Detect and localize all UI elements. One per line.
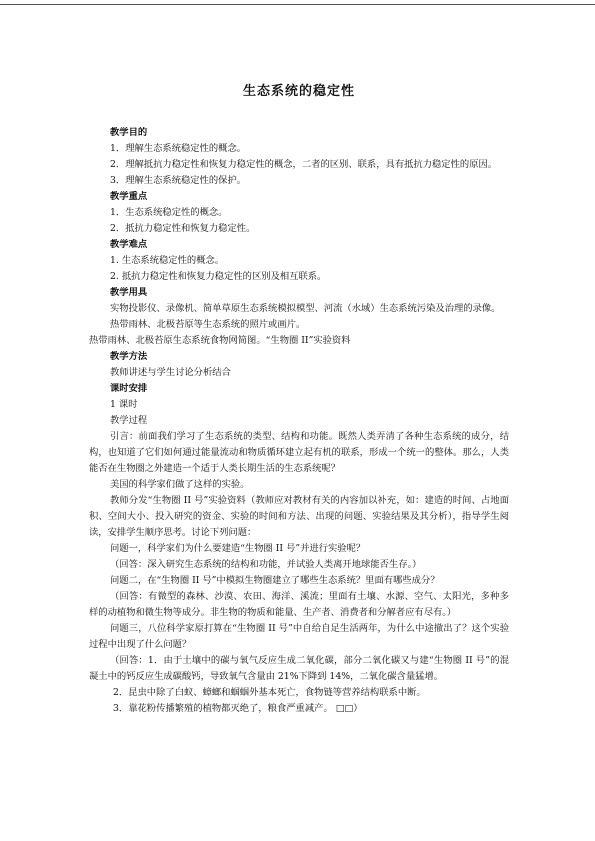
process-question: 问题一，科学家们为什么要建造“生物圈 II 号”并进行实验呢？ [110, 543, 366, 554]
aid-item: 热带雨林、北极苔原等生态系统的照片或画片。 [110, 319, 306, 330]
process-paragraph: 教师分发“生物圈 II 号”实验资料（教师应对教材有关的内容加以补充，如：建造的时间、占地面积、空间大小、投入研究的资金、实验的时间和方法、出现的问题、实验结果及其分析），指导学生阅读，安排学生顺序思考。讨论下列问题： [89, 495, 509, 538]
document-title: 生态系统的稳定性 [242, 84, 355, 99]
process-answer: （回答：有微型的森林、沙漠、农田、海洋、溪流；里面有土壤、水源、空气、太阳光，多种多样的动植物和微生物等成分。非生物的物质和能量、生产者、消费者和分解者应有尽有。） [89, 591, 509, 618]
section-heading-difficulties: 教学难点 [110, 239, 148, 250]
section-heading-schedule: 课时安排 [110, 383, 148, 394]
goal-item: 2．理解抵抗力稳定性和恢复力稳定性的概念，二者的区别、联系，具有抵抗力稳定性的原因。 [110, 159, 498, 170]
process-answer: （回答：1．由于土壤中的碳与氧气反应生成二氧化碳，部分二氧化碳又与建“生物圈 II 号”的混凝土中的钙反应生成碳酸钙，导致氧气含量由 21%下降到 14%，二氧化碳含量猛增。 [89, 655, 509, 682]
process-answer-item: 3．靠花粉传播繁殖的植物都灭绝了，粮食严重减产。 □□） [113, 703, 363, 714]
section-heading-goals: 教学目的 [110, 127, 148, 138]
key-point-item: 1．生态系统稳定性的概念。 [110, 207, 228, 218]
aid-item: 热带雨林、北极苔原生态系统食物网简图。“生物圈 II”实验资料 [89, 335, 351, 346]
difficulty-item: 2. 抵抗力稳定性和恢复力稳定性的区别及相互联系。 [110, 271, 327, 282]
process-paragraph: 美国的科学家们做了这样的实验。 [110, 479, 250, 490]
process-paragraph: 引言：前面我们学习了生态系统的类型、结构和功能。既然人类弄清了各种生态系统的成分，结构，也知道了它们如何通过能量流动和物质循环建立起有机的联系，形成一个统一的整体。那么，人类能否在生物圈之外建造一个适于人类长期生活的生态系统呢？ [89, 431, 509, 474]
key-point-item: 2．抵抗力稳定性和恢复力稳定性。 [110, 223, 256, 234]
schedule-item: 1 课时 [110, 399, 138, 410]
process-answer-item: 2．昆虫中除了白蚁、蟑螂和蝈蝈外基本死亡，食物链等营养结构联系中断。 [113, 687, 426, 698]
page-top-rule [0, 4, 595, 5]
goal-item: 3．理解生态系统稳定性的保护。 [110, 175, 247, 186]
section-heading-aids: 教学用具 [110, 287, 148, 298]
document-page [89, 80, 509, 717]
aid-item: 实物投影仪、录像机、简单草原生态系统模拟模型、河流（水域）生态系统污染及治理的录像。 [110, 303, 501, 314]
process-answer: （回答：深入研究生态系统的结构和功能，并试验人类离开地球能否生存。） [110, 559, 422, 570]
process-heading: 教学过程 [110, 415, 148, 426]
process-question: 问题二，在“生物圈 II 号”中模拟生物圈建立了哪些生态系统？里面有哪些成分？ [110, 575, 440, 586]
process-question: 问题三，八位科学家原打算在“生物圈 II 号”中自给自足生活两年，为什么中途撤出了？这个实验过程中出现了什么问题？ [89, 623, 509, 650]
section-heading-key-points: 教学重点 [110, 191, 148, 202]
method-item: 教师讲述与学生讨论分析结合 [110, 367, 231, 378]
section-heading-methods: 教学方法 [110, 351, 148, 362]
difficulty-item: 1. 生态系统稳定性的概念。 [110, 255, 225, 266]
goal-item: 1．理解生态系统稳定性的概念。 [110, 143, 247, 154]
